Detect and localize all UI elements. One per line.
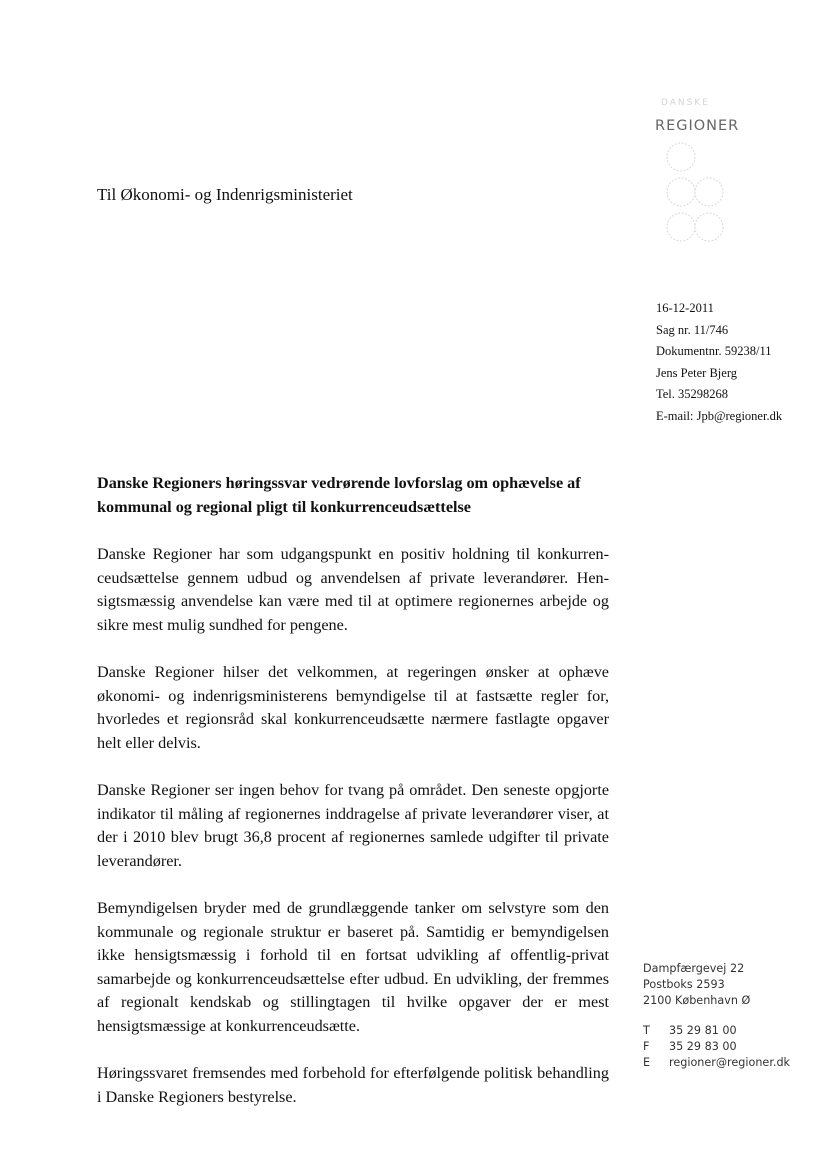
contact-phone-row — [643, 1023, 790, 1039]
meta-phone: Tel. 35298268 — [656, 387, 729, 401]
logo-circles-icon — [659, 140, 739, 252]
letter-body — [97, 472, 609, 1133]
fax-label: F — [643, 1040, 650, 1053]
address-city: 2100 København Ø — [643, 994, 751, 1007]
meta-document-number: Dokumentnr. 59238/11 — [656, 344, 772, 358]
phone-label: T — [643, 1024, 650, 1037]
meta-date: 16-12-2011 — [656, 301, 714, 315]
fax-number: 35 29 83 00 — [669, 1040, 737, 1053]
recipient: Til Økonomi- og Indenrigsministeriet — [97, 185, 353, 204]
email-address[interactable]: regioner@regioner.dk — [669, 1056, 791, 1069]
address-street: Dampfærgevej 22 — [643, 962, 745, 975]
contact-fax-row — [643, 1039, 790, 1055]
letter-heading: Danske Regioners høringssvar vedrørende lovforslag om ophævelse af kommunal og regional pligt til konkurrenceudsættelse — [97, 474, 581, 516]
paragraph: Danske Regioner ser ingen behov for tvang på området. Den seneste opgjorte indikator til måling af regionernes inddragelse af private leverandører viser, at der i 2010 blev brugt 36,8 procent af regionernes samlede udgifter til private leverandører. — [97, 781, 609, 870]
paragraph: Danske Regioner har som udgangspunkt en positiv holdning til konkurrenceudsættelse gennem udbud og anvendelsen af private leverandører. Hensigtsmæssig anvendelse kan være med til at optimere regionernes arbejde og sikre mest mulig sundhed for pengene. — [97, 545, 609, 634]
contact-email-row — [643, 1055, 790, 1071]
paragraph: Bemyndigelsen bryder med de grundlæggende tanker om selvstyre som den kommunale og regionale struktur er baseret på. Samtidig er bemyndigelsen ikke hensigtsmæssig i forhold til en fortsat udvikling af offentlig-privat samarbejde og konkurrenceudsættelse efter udbud. En udvikling, der fremmes af regionalt kendskab og stillingtagen til hvilke opgaver der er mest hensigtsmæssige at konkurrenceudsætte. — [97, 899, 609, 1035]
logo-name: REGIONER — [655, 118, 740, 134]
paragraph: Danske Regioner hilser det velkommen, at regeringen ønsker at ophæve økonomi- og indenrigsministerens bemyndigelse til at fastsætte regler for, hvorledes et regionsråd skal konkurrenceudsætte nærmere fastlagte opgaver helt eller delvis. — [97, 663, 609, 752]
sender-address — [643, 961, 750, 1009]
email-label: E — [643, 1056, 651, 1069]
meta-case-number: Sag nr. 11/746 — [656, 322, 729, 337]
sender-contact — [643, 1023, 790, 1071]
danske-regioner-logo — [655, 98, 745, 258]
phone-number: 35 29 81 00 — [669, 1024, 737, 1037]
meta-email: E-mail: Jpb@regioner.dk — [656, 408, 783, 423]
address-box: Postboks 2593 — [643, 978, 725, 991]
document-meta — [656, 298, 782, 427]
logo-top-text: DANSKE — [661, 98, 710, 108]
paragraph: Høringssvaret fremsendes med forbehold for efterfølgende politisk behandling i Danske Regioners bestyrelse. — [97, 1064, 609, 1106]
meta-author: Jens Peter Bjerg — [656, 365, 738, 380]
